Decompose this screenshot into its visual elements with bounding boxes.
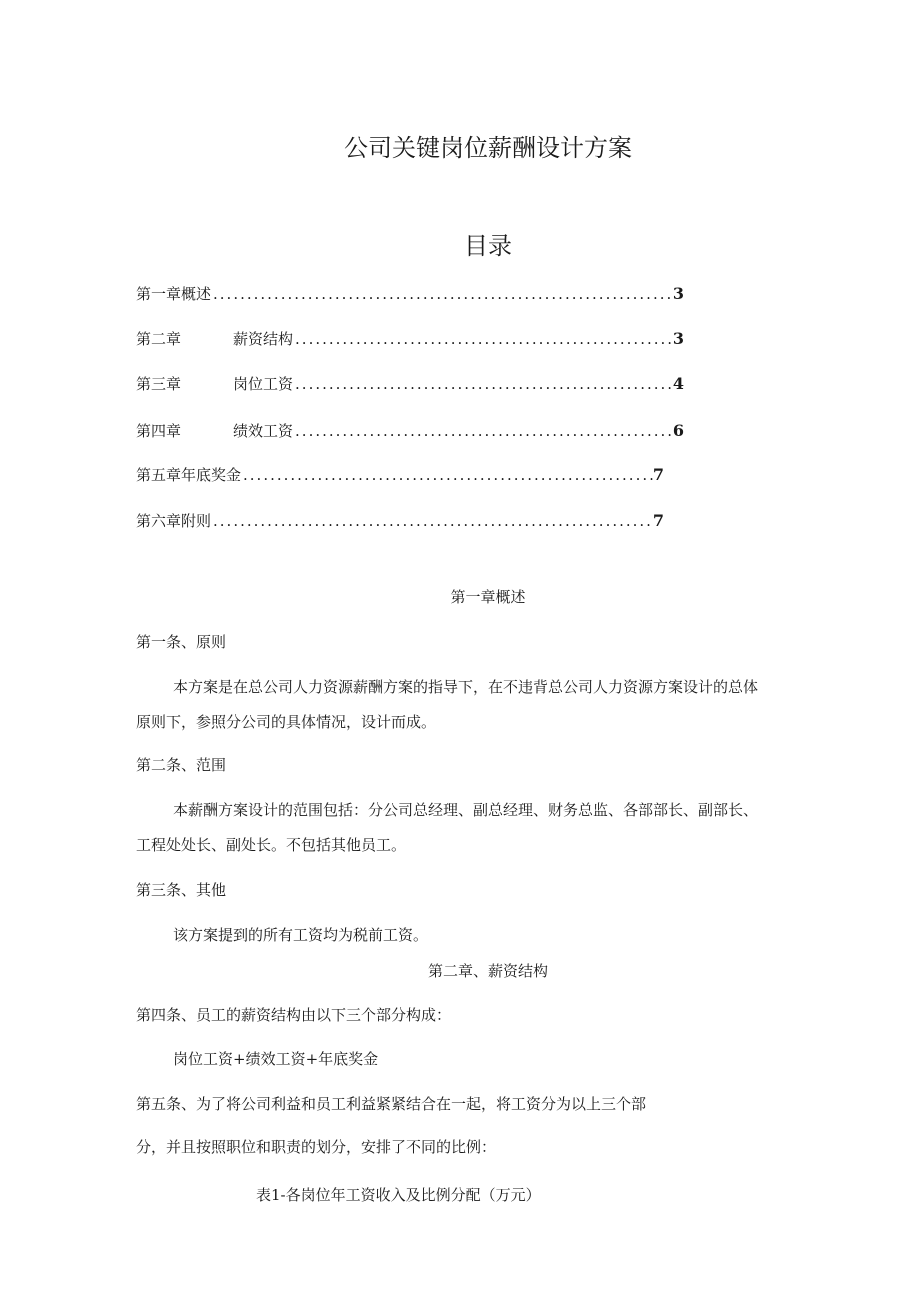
toc-entry-page: 7 [652,465,664,484]
paragraph-line: 第五条、为了将公司利益和员工利益紧紧结合在一起，将工资分为以上三个部 [136,1095,647,1113]
toc-leader-dots [211,512,653,530]
toc-entry[interactable] [136,464,664,488]
toc-entry-chapter: 第一章概述 [136,285,212,303]
toc-entry-name: 薪资结构 [233,330,294,348]
toc-entry-page: 3 [672,284,684,303]
toc-entry[interactable] [136,283,684,307]
chapter-heading: 第二章、薪资结构 [427,962,548,980]
formula-line: 岗位工资+绩效工资+年底奖金 [173,1050,379,1068]
toc-leader-dots [241,466,653,484]
toc-entry-chapter: 第四章 [136,422,182,440]
table-caption: 表1-各岗位年工资收入及比例分配（万元） [256,1186,541,1204]
paragraph-line: 分，并且按照职位和职责的划分，安排了不同的比例： [136,1138,497,1156]
toc-leader-dots [293,330,673,348]
toc-leader-dots [293,375,673,393]
document-title: 公司关键岗位薪酬设计方案 [344,134,632,162]
article-title: 第一条、原则 [136,633,227,651]
toc-entry[interactable] [136,328,684,352]
paragraph-line: 本薪酬方案设计的范围包括：分公司总经理、副总经理、财务总监、各部部长、副部长、 [173,801,759,819]
toc-entry-page: 7 [652,511,664,530]
toc-leader-dots [211,285,673,303]
paragraph-line: 该方案提到的所有工资均为税前工资。 [173,926,429,944]
paragraph-line: 原则下，参照分公司的具体情况，设计而成。 [136,713,437,731]
toc-heading: 目录 [464,232,512,260]
chapter-heading: 第一章概述 [450,588,526,606]
toc-entry-name: 绩效工资 [233,422,294,440]
toc-entry-chapter: 第二章 [136,330,182,348]
article-title: 第二条、范围 [136,756,227,774]
toc-entry[interactable] [136,373,684,397]
toc-entry-chapter: 第六章附则 [136,512,212,530]
toc-entry-name: 岗位工资 [233,375,294,393]
article-title: 第三条、其他 [136,881,227,899]
toc-entry-page: 4 [672,374,684,393]
article-title: 第四条、员工的薪资结构由以下三个部分构成： [136,1006,452,1024]
paragraph-line: 工程处处长、副处长。不包括其他员工。 [136,836,407,854]
toc-entry-page: 6 [672,421,684,440]
toc-entry-chapter: 第三章 [136,375,182,393]
toc-entry[interactable] [136,420,684,444]
toc-entry[interactable] [136,510,664,534]
toc-entry-page: 3 [672,329,684,348]
toc-leader-dots [293,422,673,440]
toc-entry-chapter: 第五章年底奖金 [136,466,242,484]
paragraph-line: 本方案是在总公司人力资源薪酬方案的指导下，在不违背总公司人力资源方案设计的总体 [173,678,759,696]
